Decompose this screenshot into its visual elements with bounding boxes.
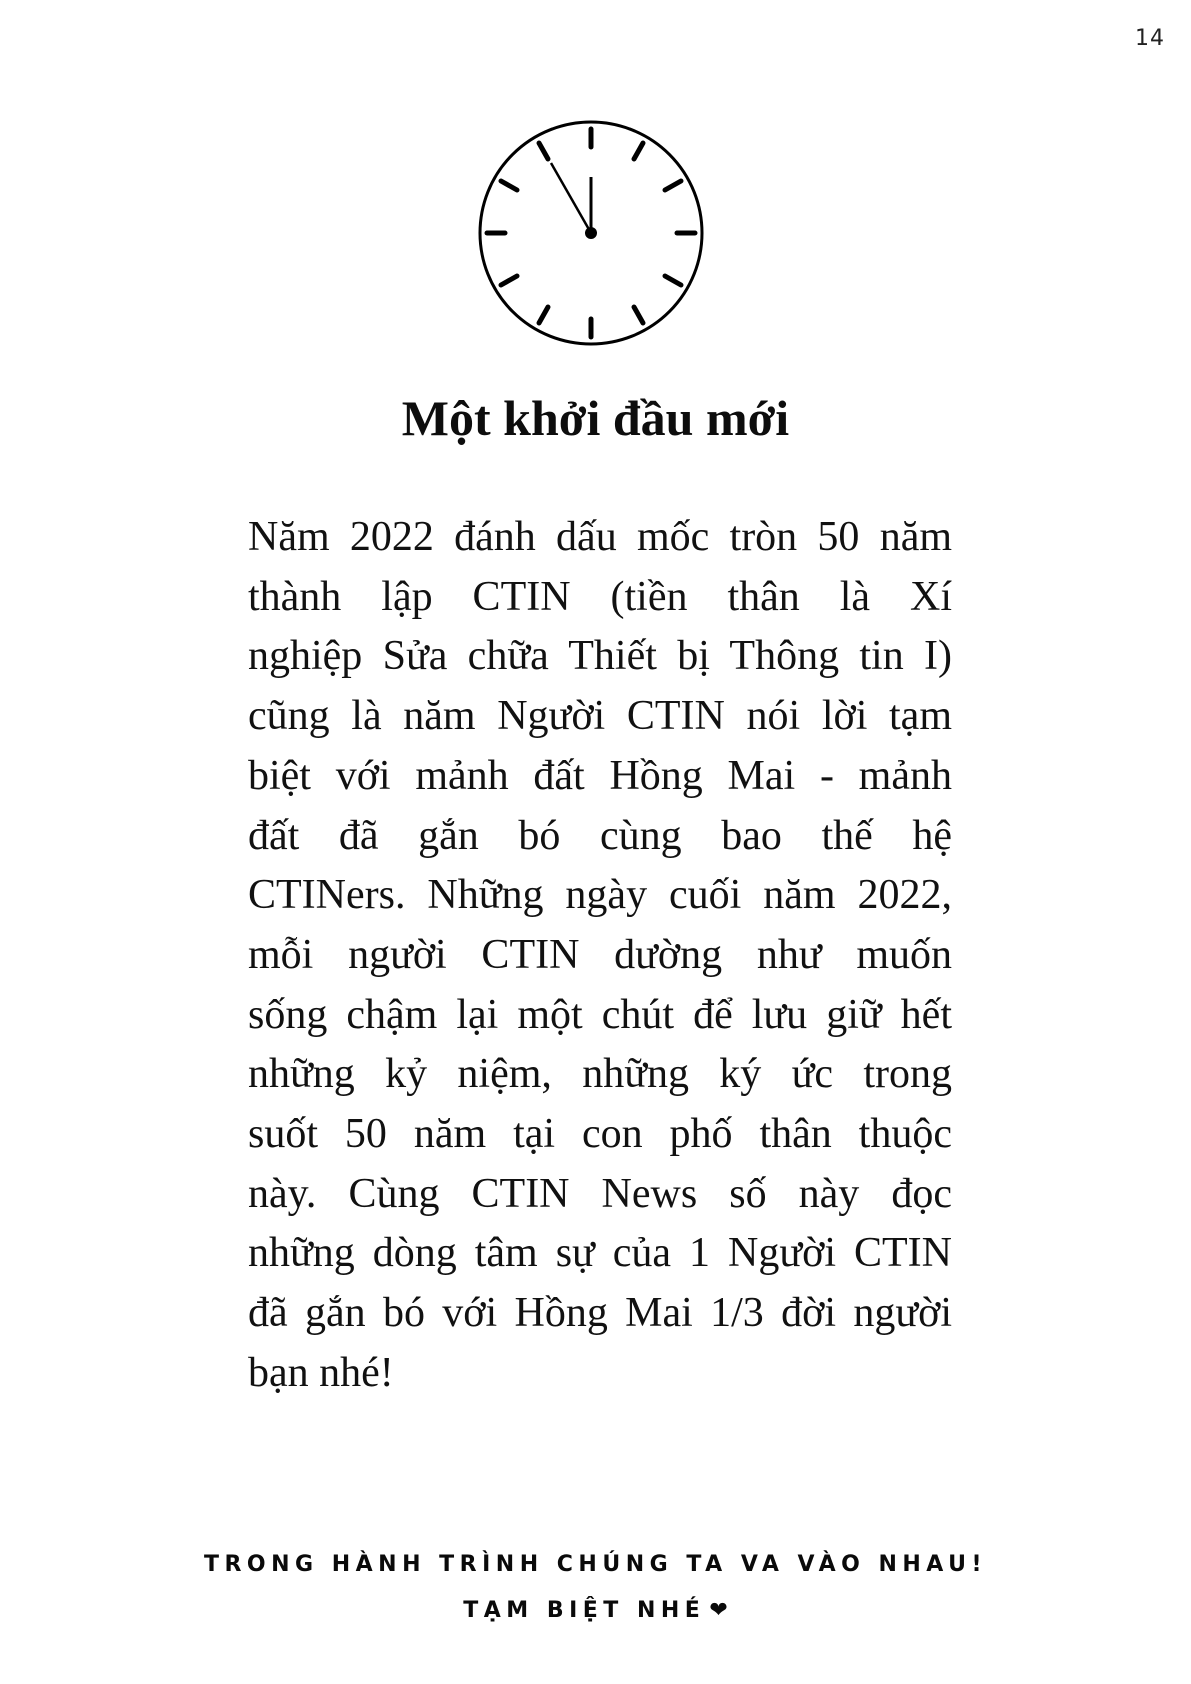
body-line: mỗi người CTIN dường như muốn	[248, 931, 952, 978]
footer-line-1: TRONG HÀNH TRÌNH CHÚNG TA VA VÀO NHAU!	[203, 1552, 988, 1577]
body-line: đã gắn bó với Hồng Mai 1/3 đời người	[248, 1290, 952, 1337]
body-line: biệt với mảnh đất Hồng Mai - mảnh	[248, 752, 952, 799]
clock-center	[585, 227, 597, 239]
body-line: nghiệp Sửa chữa Thiết bị Thông tin I)	[248, 633, 952, 680]
body-line: thành lập CTIN (tiền thân là Xí	[248, 573, 952, 620]
body-line: suốt 50 năm tại con phố thân thuộc	[248, 1111, 952, 1158]
body-line: cũng là năm Người CTIN nói lời tạm	[248, 693, 952, 740]
body-line: những kỷ niệm, những ký ức trong	[248, 1051, 952, 1098]
article-title: Một khởi đầu mới	[401, 390, 790, 446]
body-line: này. Cùng CTIN News số này đọc	[248, 1170, 952, 1217]
body-line: bạn nhé!	[248, 1349, 394, 1396]
footer-tagline	[0, 1545, 1191, 1637]
heart-icon: ❤	[709, 1598, 728, 1623]
body-line: sống chậm lại một chút để lưu giữ hết	[248, 991, 952, 1038]
page-number: 14	[1135, 26, 1165, 51]
body-line: Năm 2022 đánh dấu mốc tròn 50 năm	[248, 514, 952, 560]
footer-farewell: TẠM BIỆT NHÉ	[463, 1598, 706, 1623]
body-line: những dòng tâm sự của 1 Người CTIN	[248, 1230, 952, 1277]
clock-icon	[475, 117, 707, 349]
clock-illustration	[475, 117, 707, 349]
body-line: đất đã gắn bó cùng bao thế hệ	[248, 812, 952, 859]
article-body	[248, 508, 952, 1404]
footer-line-2	[0, 1591, 1191, 1637]
body-line: CTINers. Những ngày cuối năm 2022,	[248, 872, 952, 919]
